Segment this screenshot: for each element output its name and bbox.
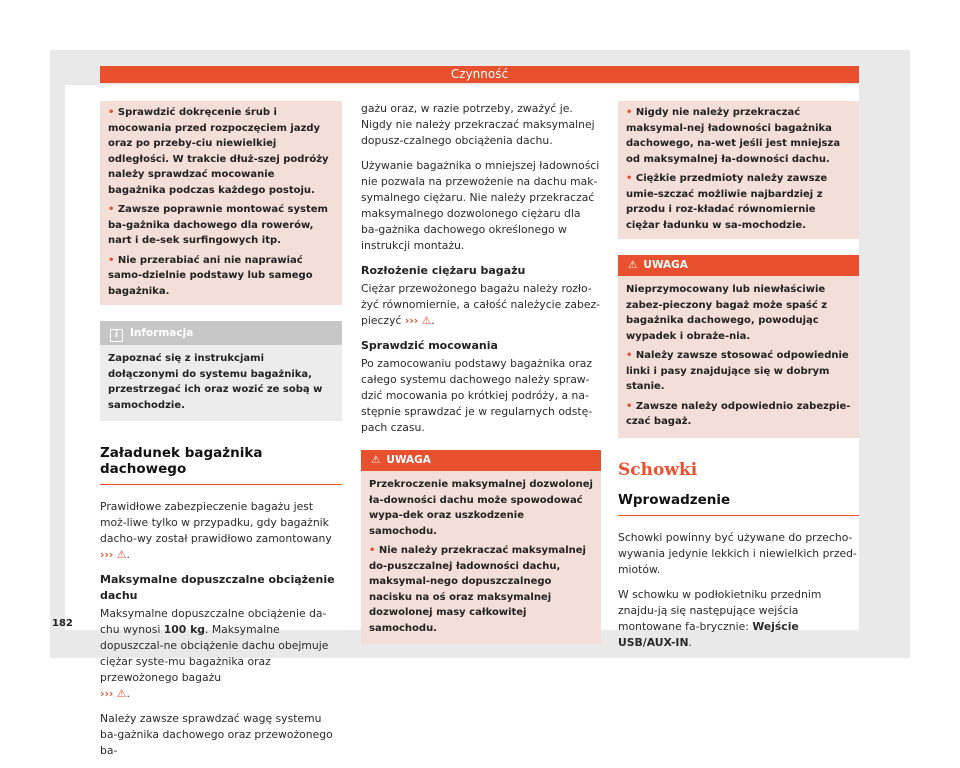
warning-triangle-icon: ⚠ — [421, 314, 432, 327]
section-title: Załadunek bagażnika dachowego — [100, 445, 342, 485]
warning-triangle-icon: ⚠ — [116, 687, 127, 700]
bullet-dot-icon: • — [108, 204, 118, 215]
bullet-dot-icon: • — [108, 254, 118, 266]
paragraph: Ciężar przewożonego bagażu należy rozło-żyć równomiernie, a całość należycie zabez-pieczyć ››› ⚠. — [361, 282, 601, 327]
paragraph: gażu oraz, w razie potrzeby, zważyć je. Nigdy nie należy przekraczać maksymalnej dopusz-czalnego obciążenia dachu. — [361, 102, 595, 147]
paragraph: Należy zawsze sprawdzać wagę systemu ba-gażnika dachowego oraz przewożonego ba- — [100, 712, 333, 757]
warning-box — [361, 450, 601, 644]
section-title: Wprowadzenie — [618, 492, 859, 516]
warning-box-header: ⚠ UWAGA — [361, 450, 601, 471]
bullet-dot-icon: • — [626, 350, 636, 361]
warning-bullet: • Należy zawsze stosować odpowiednie linki i pasy znajdujące się w dobrym stanie. — [626, 350, 849, 392]
bullet-dot-icon: • — [369, 545, 379, 556]
subheading: Sprawdzić mocowania — [361, 339, 498, 352]
column-1 — [100, 101, 342, 768]
page-number: 182 — [52, 618, 73, 629]
subheading: Rozłożenie ciężaru bagażu — [361, 264, 526, 277]
warning-box-header: ⚠ UWAGA — [618, 255, 859, 276]
paragraph: Maksymalne dopuszczalne obciążenie da-chu wynosi 100 kg. Maksymalne dopuszczal-ne obciążenie dachu obejmuje ciężar syste-mu bagażnika oraz przewożonego bagażu ››› ⚠. — [100, 607, 329, 700]
warning-continuation-box — [100, 101, 342, 305]
chapter-title: Schowki — [618, 459, 698, 480]
subheading: Maksymalne dopuszczalne obciążenie dachu — [100, 573, 335, 602]
warning-triangle-icon: ⚠ — [628, 259, 638, 271]
reference-arrows-icon: ››› — [404, 314, 419, 327]
warning-box-body — [361, 471, 601, 644]
bullet-dot-icon: • — [626, 400, 636, 412]
paragraph: Prawidłowe zabezpieczenie bagażu jest moż-liwe tylko w przypadku, gdy bagażnik dacho-wy został prawidłowo zamontowany ››› ⚠. — [100, 500, 332, 561]
warning-bullet: • Sprawdzić dokręcenie śrub i mocowania przed rozpoczęciem jazdy oraz po przeby-ciu niewielkiej odległości. W trakcie dłuż-szej podróży należy sprawdzać mocowanie bagażnika podczas każdego postoju. — [108, 107, 329, 196]
page-header: Czynność — [100, 66, 859, 83]
paragraph: Schowki powinny być używane do przecho-wywania jedynie lekkich i niewielkich przed-miotów. — [618, 530, 857, 576]
warning-continuation-box — [618, 101, 859, 239]
warning-box — [618, 255, 859, 438]
warning-text: Przekroczenie maksymalnej dozwolonej ła-downości dachu może spowodować wypa-dek oraz uszkodzenie samochodu. — [369, 479, 593, 537]
info-box-header: i Informacja — [100, 321, 342, 345]
info-box — [100, 321, 342, 421]
warning-triangle-icon: ⚠ — [116, 548, 127, 561]
warning-bullet: • Zawsze poprawnie montować system ba-gażnika dachowego dla rowerów, nart i de-sek surfingowych itp. — [108, 204, 328, 246]
warning-bullet: • Ciężkie przedmioty należy zawsze umie-szczać możliwie najbardziej z przodu i roz-kładać równomiernie ciężar ładunku w sa-mochodzie. — [626, 173, 828, 231]
bullet-dot-icon: • — [626, 107, 636, 118]
paragraph: Używanie bagażnika o mniejszej ładowności nie pozwala na przewożenie na dachu mak-symalnego ciężaru. Nie należy przekraczać maksymalnego dozwolonego ciężaru dla ba-gażnika dachowego określonego w instrukcji montażu. — [361, 159, 600, 252]
info-box-text: Zapoznać się z instrukcjami dołączonymi do systemu bagażnika, przestrzegać ich oraz wozić ze sobą w samochodzie. — [108, 353, 323, 411]
reference-arrows-icon: ››› — [100, 687, 114, 700]
warning-bullet: • Nie przerabiać ani nie naprawiać samo-dzielnie podstawy lub samego bagażnika. — [108, 254, 313, 297]
bullet-dot-icon: • — [108, 107, 118, 118]
info-icon: i — [110, 329, 123, 342]
warning-bullet: • Nie należy przekraczać maksymalnej do-puszczalnej ładowności dachu, maksymal-nego dopuszczalnego nacisku na oś oraz maksymalnej dozwolonej masy całkowitej samochodu. — [369, 545, 586, 634]
warning-box-body — [618, 276, 859, 438]
paragraph: W schowku w podłokietniku przednim znajdu-ją się następujące wejścia montowane fa-brycznie: Wejście USB/AUX-IN. — [618, 587, 822, 649]
paragraph: Po zamocowaniu podstawy bagażnika oraz całego systemu dachowego należy spraw-dzić mocowania po krótkiej podróży, a na-stępnie sprawdzać je w regularnych odstę-pach czasu. — [361, 357, 593, 434]
warning-bullet: • Zawsze należy odpowiednio zabezpie-czać bagaż. — [626, 400, 851, 427]
column-3 — [618, 101, 859, 660]
column-2 — [361, 101, 601, 644]
warning-triangle-icon: ⚠ — [371, 454, 381, 466]
warning-bullet: • Nigdy nie należy przekraczać maksymal-nej ładowności bagażnika dachowego, na-wet jeśli jest mniejsza od maksymalnej ła-downości dachu. — [626, 107, 841, 165]
bullet-dot-icon: • — [626, 173, 636, 184]
reference-arrows-icon: ››› — [100, 548, 114, 561]
warning-text: Nieprzymocowany lub niewłaściwie zabez-pieczony bagaż może spaść z bagażnika dachowego, powodując wypadek i obraże-nia. — [626, 284, 828, 342]
